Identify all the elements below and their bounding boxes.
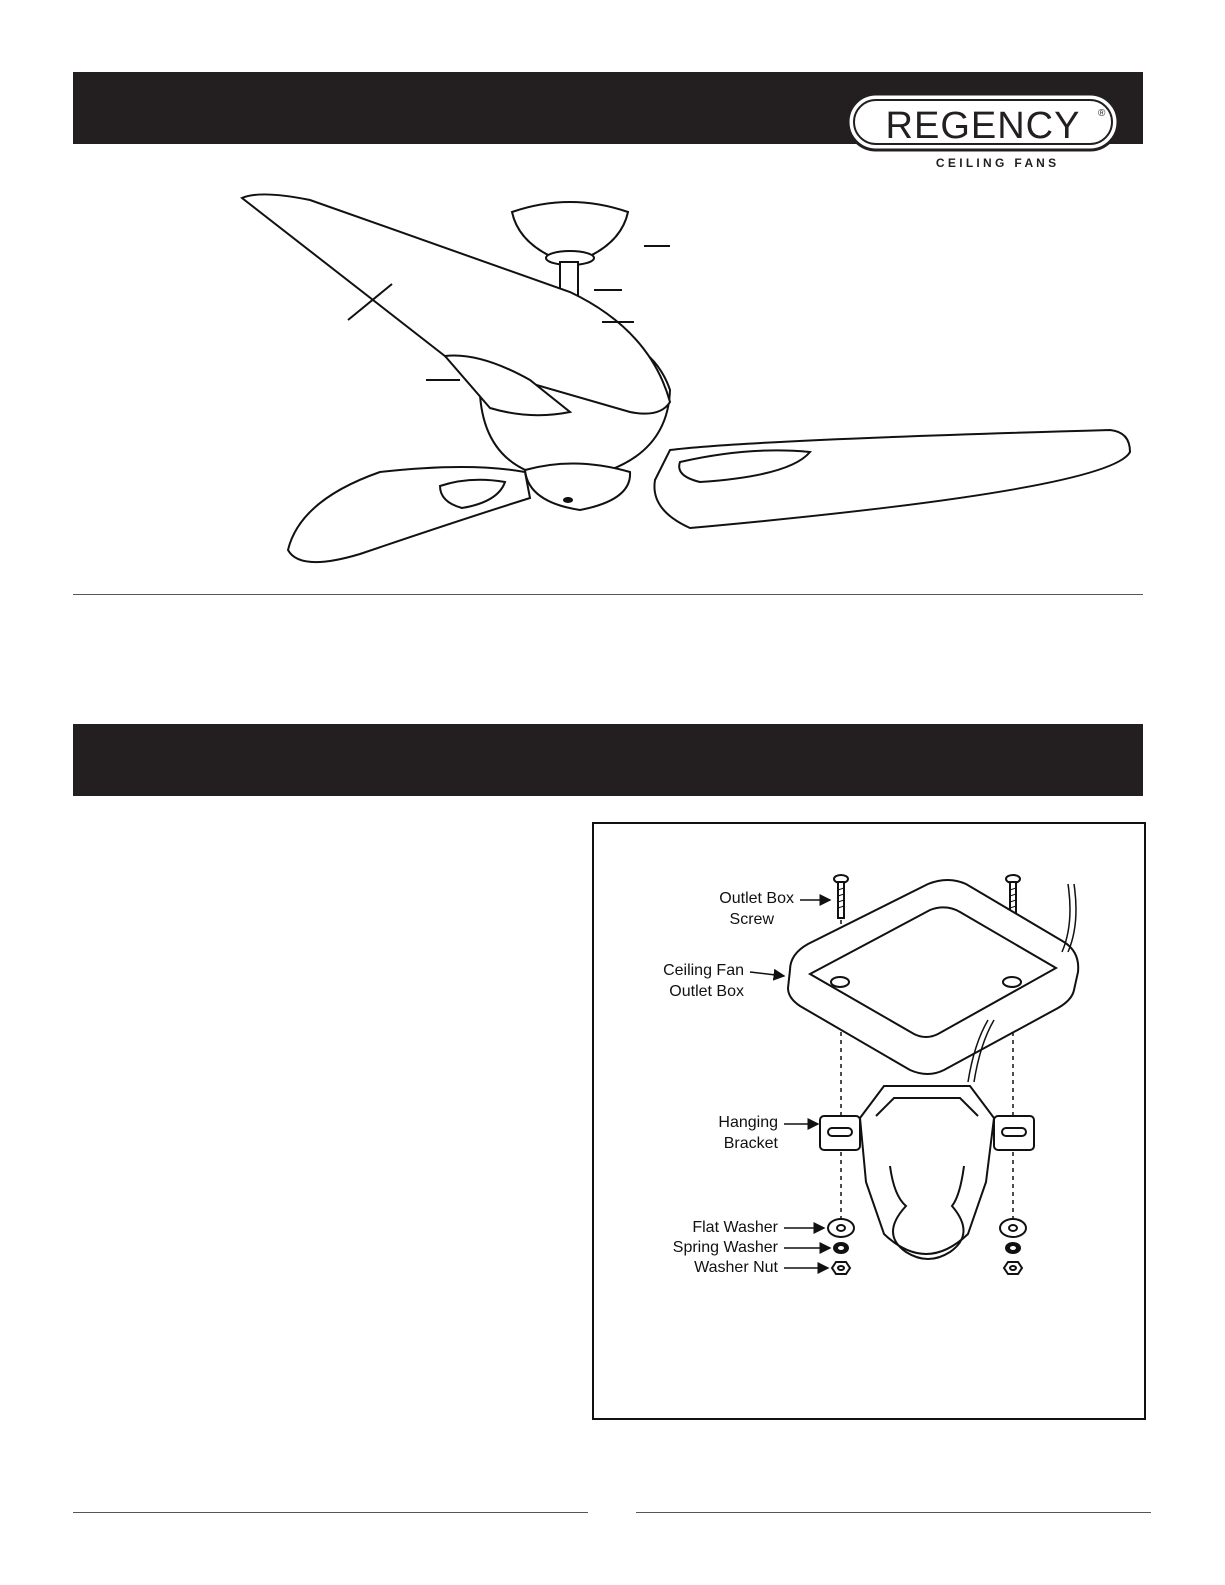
label-hanging-bracket: Hanging Bracket bbox=[718, 1114, 778, 1152]
installation-figure bbox=[592, 822, 1146, 1420]
footer-rule-left bbox=[73, 1512, 588, 1513]
label-flat-washer: Flat Washer bbox=[692, 1219, 778, 1236]
spring-washer-right bbox=[1006, 1243, 1020, 1253]
label-outlet-box-screw: Outlet Box Screw bbox=[719, 890, 794, 928]
label-washer-nut: Washer Nut bbox=[694, 1259, 778, 1276]
section-divider bbox=[73, 594, 1143, 595]
footer-rule-right bbox=[636, 1512, 1151, 1513]
label-spring-washer: Spring Washer bbox=[672, 1239, 778, 1256]
outlet-box-screw-left bbox=[834, 875, 848, 918]
logo-brand: REGENCY bbox=[885, 105, 1081, 147]
label-ceiling-fan-outlet-box: Ceiling Fan Outlet Box bbox=[663, 962, 744, 1000]
flat-washer-right bbox=[1000, 1219, 1026, 1237]
spring-washer-left bbox=[834, 1243, 848, 1253]
logo-registered: ® bbox=[1098, 108, 1106, 119]
logo-tagline: C E I L I N G F A N S bbox=[935, 156, 1057, 170]
flat-washer-left bbox=[828, 1219, 854, 1237]
header-bar-middle bbox=[73, 724, 1143, 796]
washer-nut-right bbox=[1004, 1262, 1022, 1274]
ceiling-fan-outlet-box bbox=[788, 880, 1078, 1082]
washer-nut-left bbox=[832, 1262, 850, 1274]
ceiling-fan-illustration bbox=[230, 180, 1160, 580]
regency-logo bbox=[846, 92, 1136, 172]
